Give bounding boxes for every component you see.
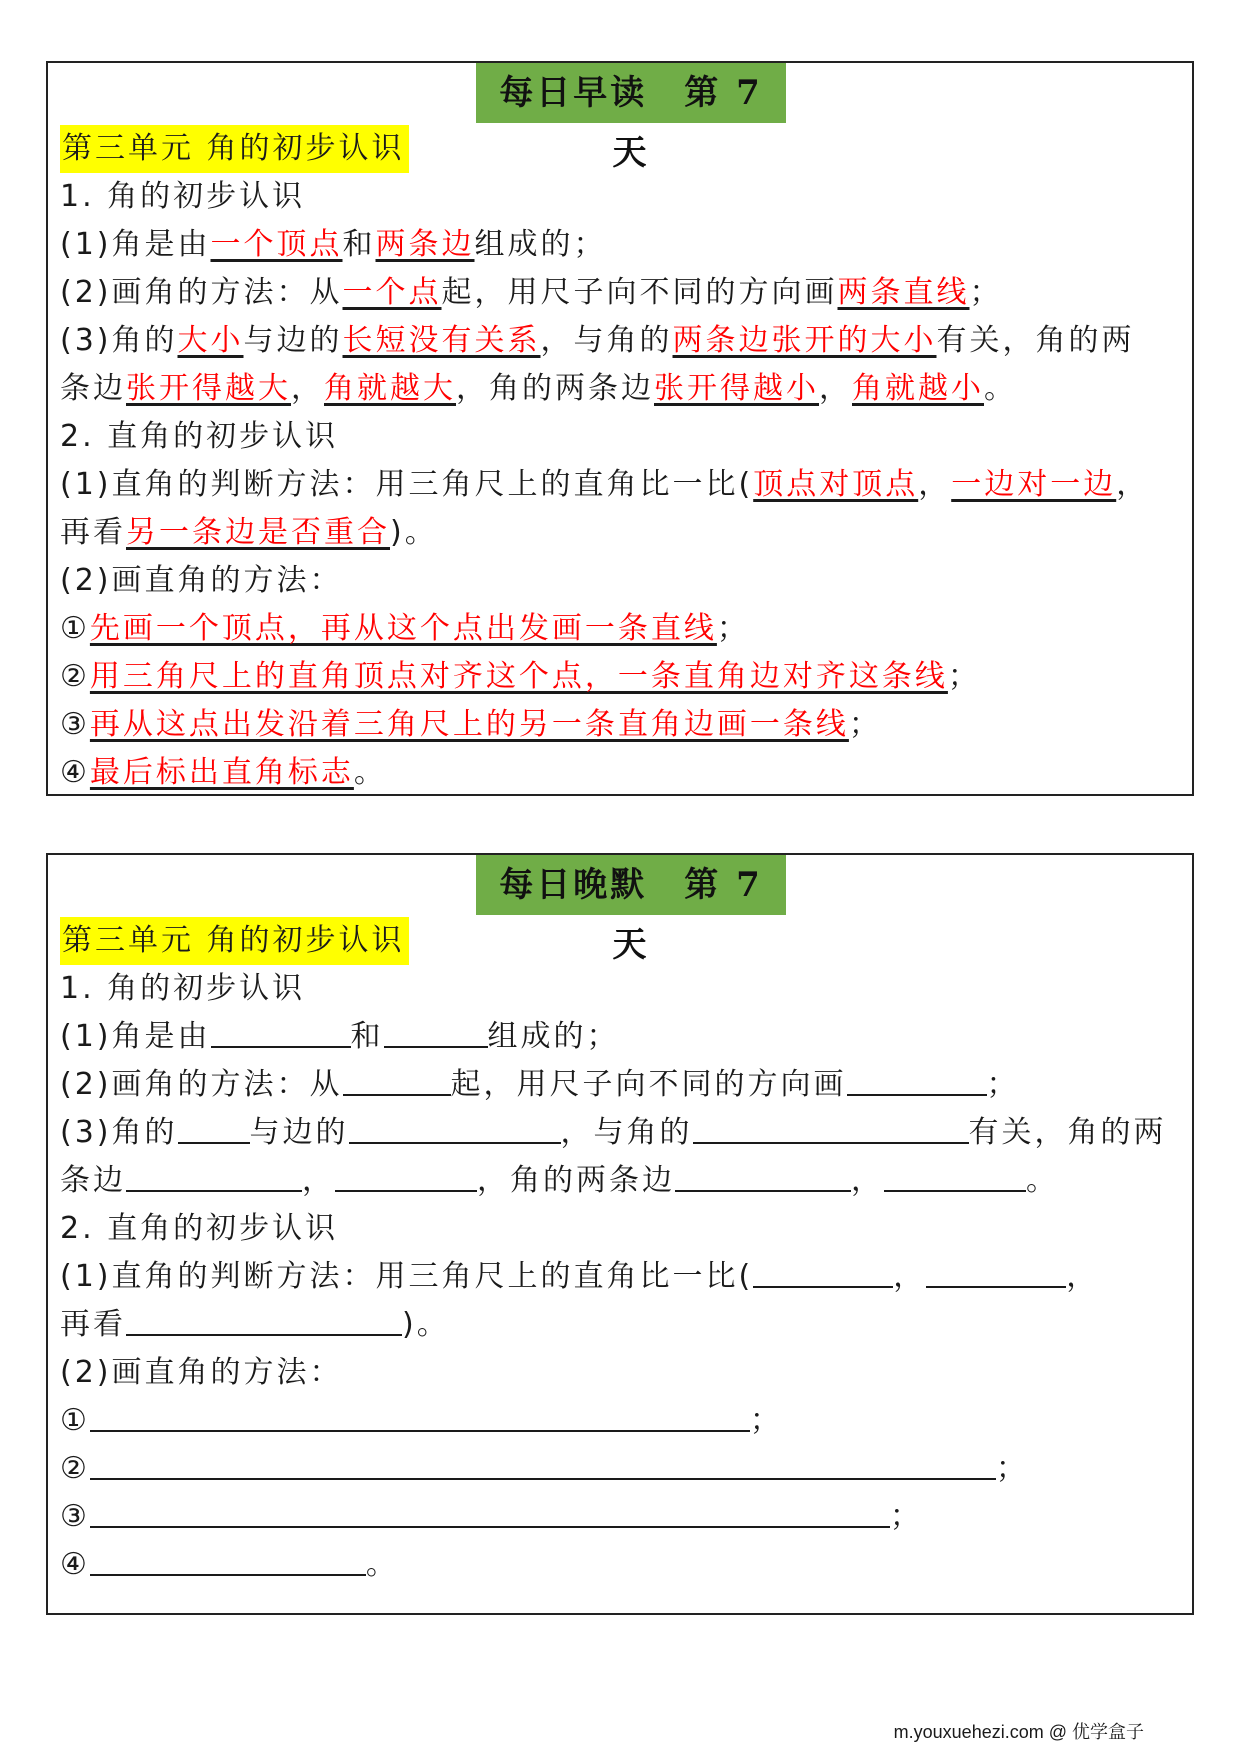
answer: 大小 [177,323,244,358]
step-line: ① ； [60,1397,1180,1445]
point-line: (2)画直角的方法： [60,563,343,598]
answer: 另一条边是否重合 [126,515,390,550]
point-line: (1)角是由一个顶点和两条边组成的； [60,227,607,262]
fill-blank[interactable] [343,1064,451,1096]
point-line: (1)角是由 和 组成的； [60,1013,1180,1061]
evening-dictation-panel [46,853,1194,1615]
fill-blank[interactable] [753,1256,893,1288]
point-line: 再看另一条边是否重合)。 [60,515,438,550]
step-line: ②用三角尺上的直角顶点对齐这个点，一条直角边对齐这条线； [60,659,981,694]
fill-blank[interactable] [211,1016,351,1048]
fill-blank[interactable] [90,1544,366,1576]
fill-blank[interactable] [884,1160,1026,1192]
step-line: ④ 。 [60,1541,1180,1589]
answer: 最后标出直角标志 [89,755,354,790]
answer: 长短没有关系 [342,323,541,358]
point-line: (3)角的大小与边的长短没有关系，与角的两条边张开的大小有关，角的两 [60,323,1135,358]
fill-blank[interactable] [384,1016,488,1048]
unit-heading: 第三单元 角的初步认识 [60,125,409,173]
footer-watermark: m.youxuehezi.com @ 优学盒子 [893,1722,1144,1742]
step-line: ② ； [60,1445,1180,1493]
unit-heading: 第三单元 角的初步认识 [60,917,409,965]
point-line: 条边 ， ，角的两条边 ， 。 [60,1157,1180,1205]
answer: 一边对一边 [951,467,1117,502]
point-line: (1)直角的判断方法：用三角尺上的直角比一比( ， ， [60,1253,1180,1301]
point-line: (2)画角的方法：从 起，用尺子向不同的方向画 ； [60,1061,1180,1109]
answer: 角就越大 [324,371,456,406]
point-line: 条边张开得越大，角就越大，角的两条边张开得越小，角就越小。 [60,371,1017,406]
answer: 再从这点出发沿着三角尺上的另一条直角边画一条线 [89,707,849,742]
section-heading: 2. 直角的初步认识 [60,419,339,454]
point-line: (3)角的 与边的 ，与角的 有关，角的两 [60,1109,1180,1157]
fill-blank[interactable] [847,1064,987,1096]
step-line: ③再从这点出发沿着三角尺上的另一条直角边画一条线； [60,707,882,742]
point-line: 再看 )。 [60,1301,1180,1349]
fill-blank[interactable] [926,1256,1066,1288]
section-heading: 1. 角的初步认识 [60,179,306,214]
answer: 两条直线 [837,275,970,310]
point-line: (2)画直角的方法： [60,1355,343,1390]
fill-blank[interactable] [126,1160,302,1192]
answer: 顶点对顶点 [753,467,919,502]
step-line: ④最后标出直角标志。 [60,755,387,790]
answer: 一个点 [342,275,442,310]
fill-blank[interactable] [90,1448,996,1480]
fill-blank[interactable] [693,1112,969,1144]
point-line: (1)直角的判断方法：用三角尺上的直角比一比(顶点对顶点，一边对一边， [60,467,1150,502]
answer: 用三角尺上的直角顶点对齐这个点，一条直角边对齐这条线 [89,659,948,694]
fill-blank[interactable] [675,1160,851,1192]
answer: 张开得越大 [126,371,291,406]
fill-blank[interactable] [349,1112,561,1144]
fill-blank[interactable] [90,1400,750,1432]
fill-blank[interactable] [335,1160,477,1192]
answer: 一个顶点 [210,227,343,262]
fill-blank[interactable] [178,1112,250,1144]
morning-title: 每日早读 第 7 天 [476,63,786,123]
evening-title: 每日晚默 第 7 天 [476,855,786,915]
fill-blank[interactable] [126,1304,402,1336]
answer: 张开得越小 [654,371,819,406]
section-heading: 2. 直角的初步认识 [60,1211,339,1246]
answer: 角就越小 [852,371,984,406]
point-line: (2)画角的方法：从一个点起，用尺子向不同的方向画两条直线； [60,275,1003,310]
section-heading: 1. 角的初步认识 [60,971,306,1006]
step-line: ①先画一个顶点，再从这个点出发画一条直线； [60,611,750,646]
answer: 两条边张开的大小 [672,323,937,358]
answer: 先画一个顶点，再从这个点出发画一条直线 [89,611,717,646]
step-line: ③ ； [60,1493,1180,1541]
answer: 两条边 [375,227,475,262]
morning-reading-panel [46,61,1194,796]
fill-blank[interactable] [90,1496,890,1528]
